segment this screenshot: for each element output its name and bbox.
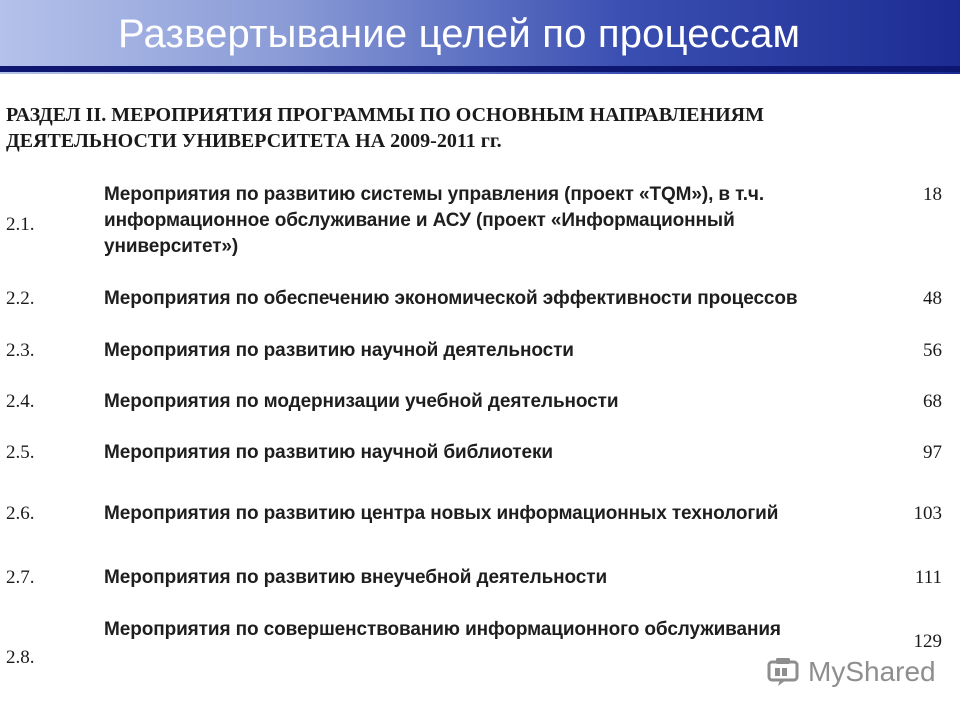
item-number: 2.2. bbox=[6, 288, 35, 309]
page-number: 103 bbox=[913, 503, 942, 524]
watermark-text: MyShared bbox=[808, 656, 936, 687]
slide-title: Развертывание целей по процессам bbox=[118, 12, 801, 56]
item-text: Мероприятия по модернизации учебной деятельности bbox=[104, 391, 619, 412]
item-number: 2.5. bbox=[6, 442, 35, 463]
item-number: 2.8. bbox=[6, 647, 35, 668]
item-text: Мероприятия по развитию научной библиотеки bbox=[104, 442, 553, 463]
item-text: Мероприятия по обеспечению экономической эффективности процессов bbox=[104, 288, 798, 309]
section-heading: РАЗДЕЛ II. МЕРОПРИЯТИЯ ПРОГРАММЫ ПО ОСНОВНЫМ НАПРАВЛЕНИЯМ ДЕЯТЕЛЬНОСТИ УНИВЕРСИТЕТА НА 2009-2011 гг. bbox=[6, 104, 764, 152]
document-scan bbox=[0, 88, 960, 668]
page-number: 129 bbox=[913, 631, 942, 652]
item-text: Мероприятия по развитию научной деятельности bbox=[104, 340, 574, 361]
item-number: 2.3. bbox=[6, 340, 35, 361]
item-number: 2.6. bbox=[6, 503, 35, 524]
item-text: Мероприятия по развитию центра новых информационных технологий bbox=[104, 503, 779, 524]
page-number: 18 bbox=[923, 184, 942, 205]
page-number: 68 bbox=[923, 391, 942, 412]
item-number: 2.7. bbox=[6, 567, 35, 588]
page-number: 111 bbox=[914, 567, 942, 588]
page-number: 56 bbox=[923, 340, 942, 361]
item-text: Мероприятия по совершенствованию информационного обслуживания bbox=[104, 619, 781, 640]
title-bar bbox=[0, 0, 960, 74]
myshared-logo-icon bbox=[766, 656, 802, 688]
item-number: 2.4. bbox=[6, 391, 35, 412]
title-underline bbox=[0, 66, 960, 72]
item-text: Мероприятия по развитию системы управления (проект «TQM»), в т.ч. информационное обслуживание и АСУ (проект «Информационный университет») bbox=[104, 184, 765, 257]
page-number: 48 bbox=[923, 288, 942, 309]
item-text: Мероприятия по развитию внеучебной деятельности bbox=[104, 567, 608, 588]
watermark bbox=[766, 652, 936, 692]
page-number: 97 bbox=[923, 442, 942, 463]
item-number: 2.1. bbox=[6, 214, 35, 235]
